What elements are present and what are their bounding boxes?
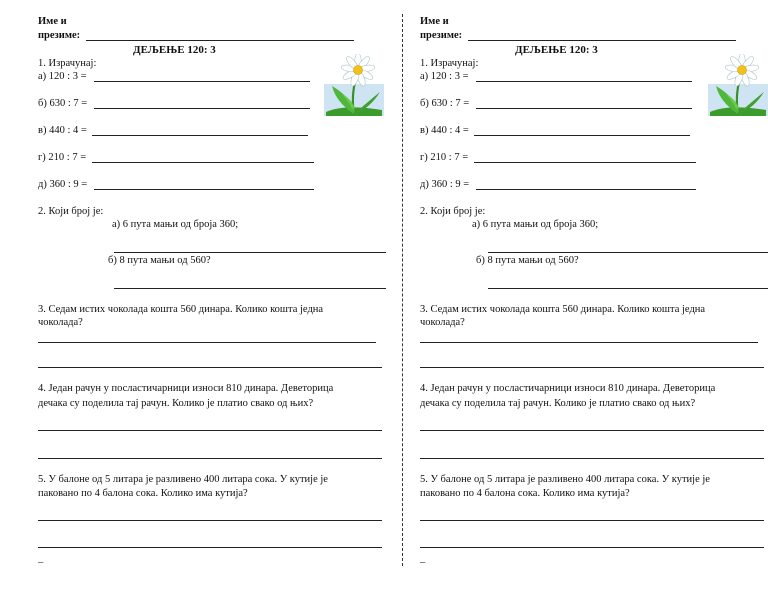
answer-line (92, 162, 314, 163)
answer-line (94, 108, 310, 109)
task2-heading: 2. Који број је: (420, 206, 486, 217)
daisy-flower-icon (324, 54, 384, 116)
surname-label: презиме: (420, 30, 463, 41)
task2-item-a: а) 6 пута мањи од броја 360; (112, 219, 239, 230)
task2-heading: 2. Који број је: (38, 206, 104, 217)
name-answer-line (86, 40, 354, 41)
name-answer-line (468, 40, 736, 41)
task1-item-d: г) 210 : 7 = (420, 152, 469, 163)
task2-item-b: б) 8 пута мањи од 560? (476, 255, 579, 266)
answer-line (474, 162, 696, 163)
answer-line (476, 189, 696, 190)
surname-label: презиме: (38, 30, 81, 41)
task5-text-line1: 5. У балоне од 5 литара је разливено 400 литара сока. У кутије је (38, 474, 328, 485)
task3-text-line1: 3. Седам истих чоколада кошта 560 динара. Колико кошта једна (38, 304, 324, 315)
task1-item-a: а) 120 : 3 = (420, 71, 469, 82)
daisy-flower-icon (708, 54, 768, 116)
answer-line (420, 520, 764, 521)
name-label: Име и (38, 16, 67, 27)
answer-line (38, 342, 376, 343)
task5-text-line2: паковано по 4 балона сока. Колико има кутија? (38, 488, 248, 499)
answer-line (94, 81, 310, 82)
task2-item-b: б) 8 пута мањи од 560? (108, 255, 211, 266)
tail-mark: _ (420, 553, 426, 564)
worksheet-right (420, 0, 768, 594)
worksheet-left (38, 0, 408, 594)
task1-item-c: в) 440 : 4 = (38, 125, 87, 136)
answer-line (420, 547, 764, 548)
answer-line (114, 288, 386, 289)
answer-line (476, 108, 692, 109)
answer-line (38, 547, 382, 548)
name-label: Име и (420, 16, 449, 27)
answer-line (420, 430, 764, 431)
task4-text-line2: дечака су поделила тај рачун. Колико је платио свако од њих? (420, 398, 696, 409)
worksheet-title: ДЕЉЕЊЕ 120: 3 (133, 44, 216, 56)
task1-item-a: а) 120 : 3 = (38, 71, 87, 82)
answer-line (38, 458, 382, 459)
task3-text-line1: 3. Седам истих чоколада кошта 560 динара. Колико кошта једна (420, 304, 706, 315)
task4-text-line2: дечака су поделила тај рачун. Колико је платио свако од њих? (38, 398, 314, 409)
task3-text-line2: чоколада? (420, 317, 465, 328)
task3-text-line2: чоколада? (38, 317, 83, 328)
answer-line (474, 135, 690, 136)
answer-line (38, 430, 382, 431)
answer-line (420, 367, 764, 368)
worksheet-title: ДЕЉЕЊЕ 120: 3 (515, 44, 598, 56)
answer-line (488, 288, 768, 289)
task1-heading: 1. Израчунај: (38, 58, 97, 69)
answer-line (488, 252, 768, 253)
task1-item-b: б) 630 : 7 = (38, 98, 88, 109)
task5-text-line2: паковано по 4 балона сока. Колико има кутија? (420, 488, 630, 499)
task2-item-a: а) 6 пута мањи од броја 360; (472, 219, 599, 230)
answer-line (38, 367, 382, 368)
task1-item-b: б) 630 : 7 = (420, 98, 470, 109)
task1-heading: 1. Израчунај: (420, 58, 479, 69)
task1-item-d: г) 210 : 7 = (38, 152, 87, 163)
task1-item-c: в) 440 : 4 = (420, 125, 469, 136)
task4-text-line1: 4. Један рачун у посластичарници износи 810 динара. Деветорица (38, 383, 334, 394)
task4-text-line1: 4. Један рачун у посластичарници износи 810 динара. Деветорица (420, 383, 716, 394)
task1-item-e: д) 360 : 9 = (420, 179, 470, 190)
tail-mark: _ (38, 553, 44, 564)
answer-line (92, 135, 308, 136)
answer-line (114, 252, 386, 253)
answer-line (420, 342, 758, 343)
answer-line (420, 458, 764, 459)
answer-line (476, 81, 692, 82)
answer-line (94, 189, 314, 190)
task1-item-e: д) 360 : 9 = (38, 179, 88, 190)
task5-text-line1: 5. У балоне од 5 литара је разливено 400 литара сока. У кутије је (420, 474, 710, 485)
answer-line (38, 520, 382, 521)
